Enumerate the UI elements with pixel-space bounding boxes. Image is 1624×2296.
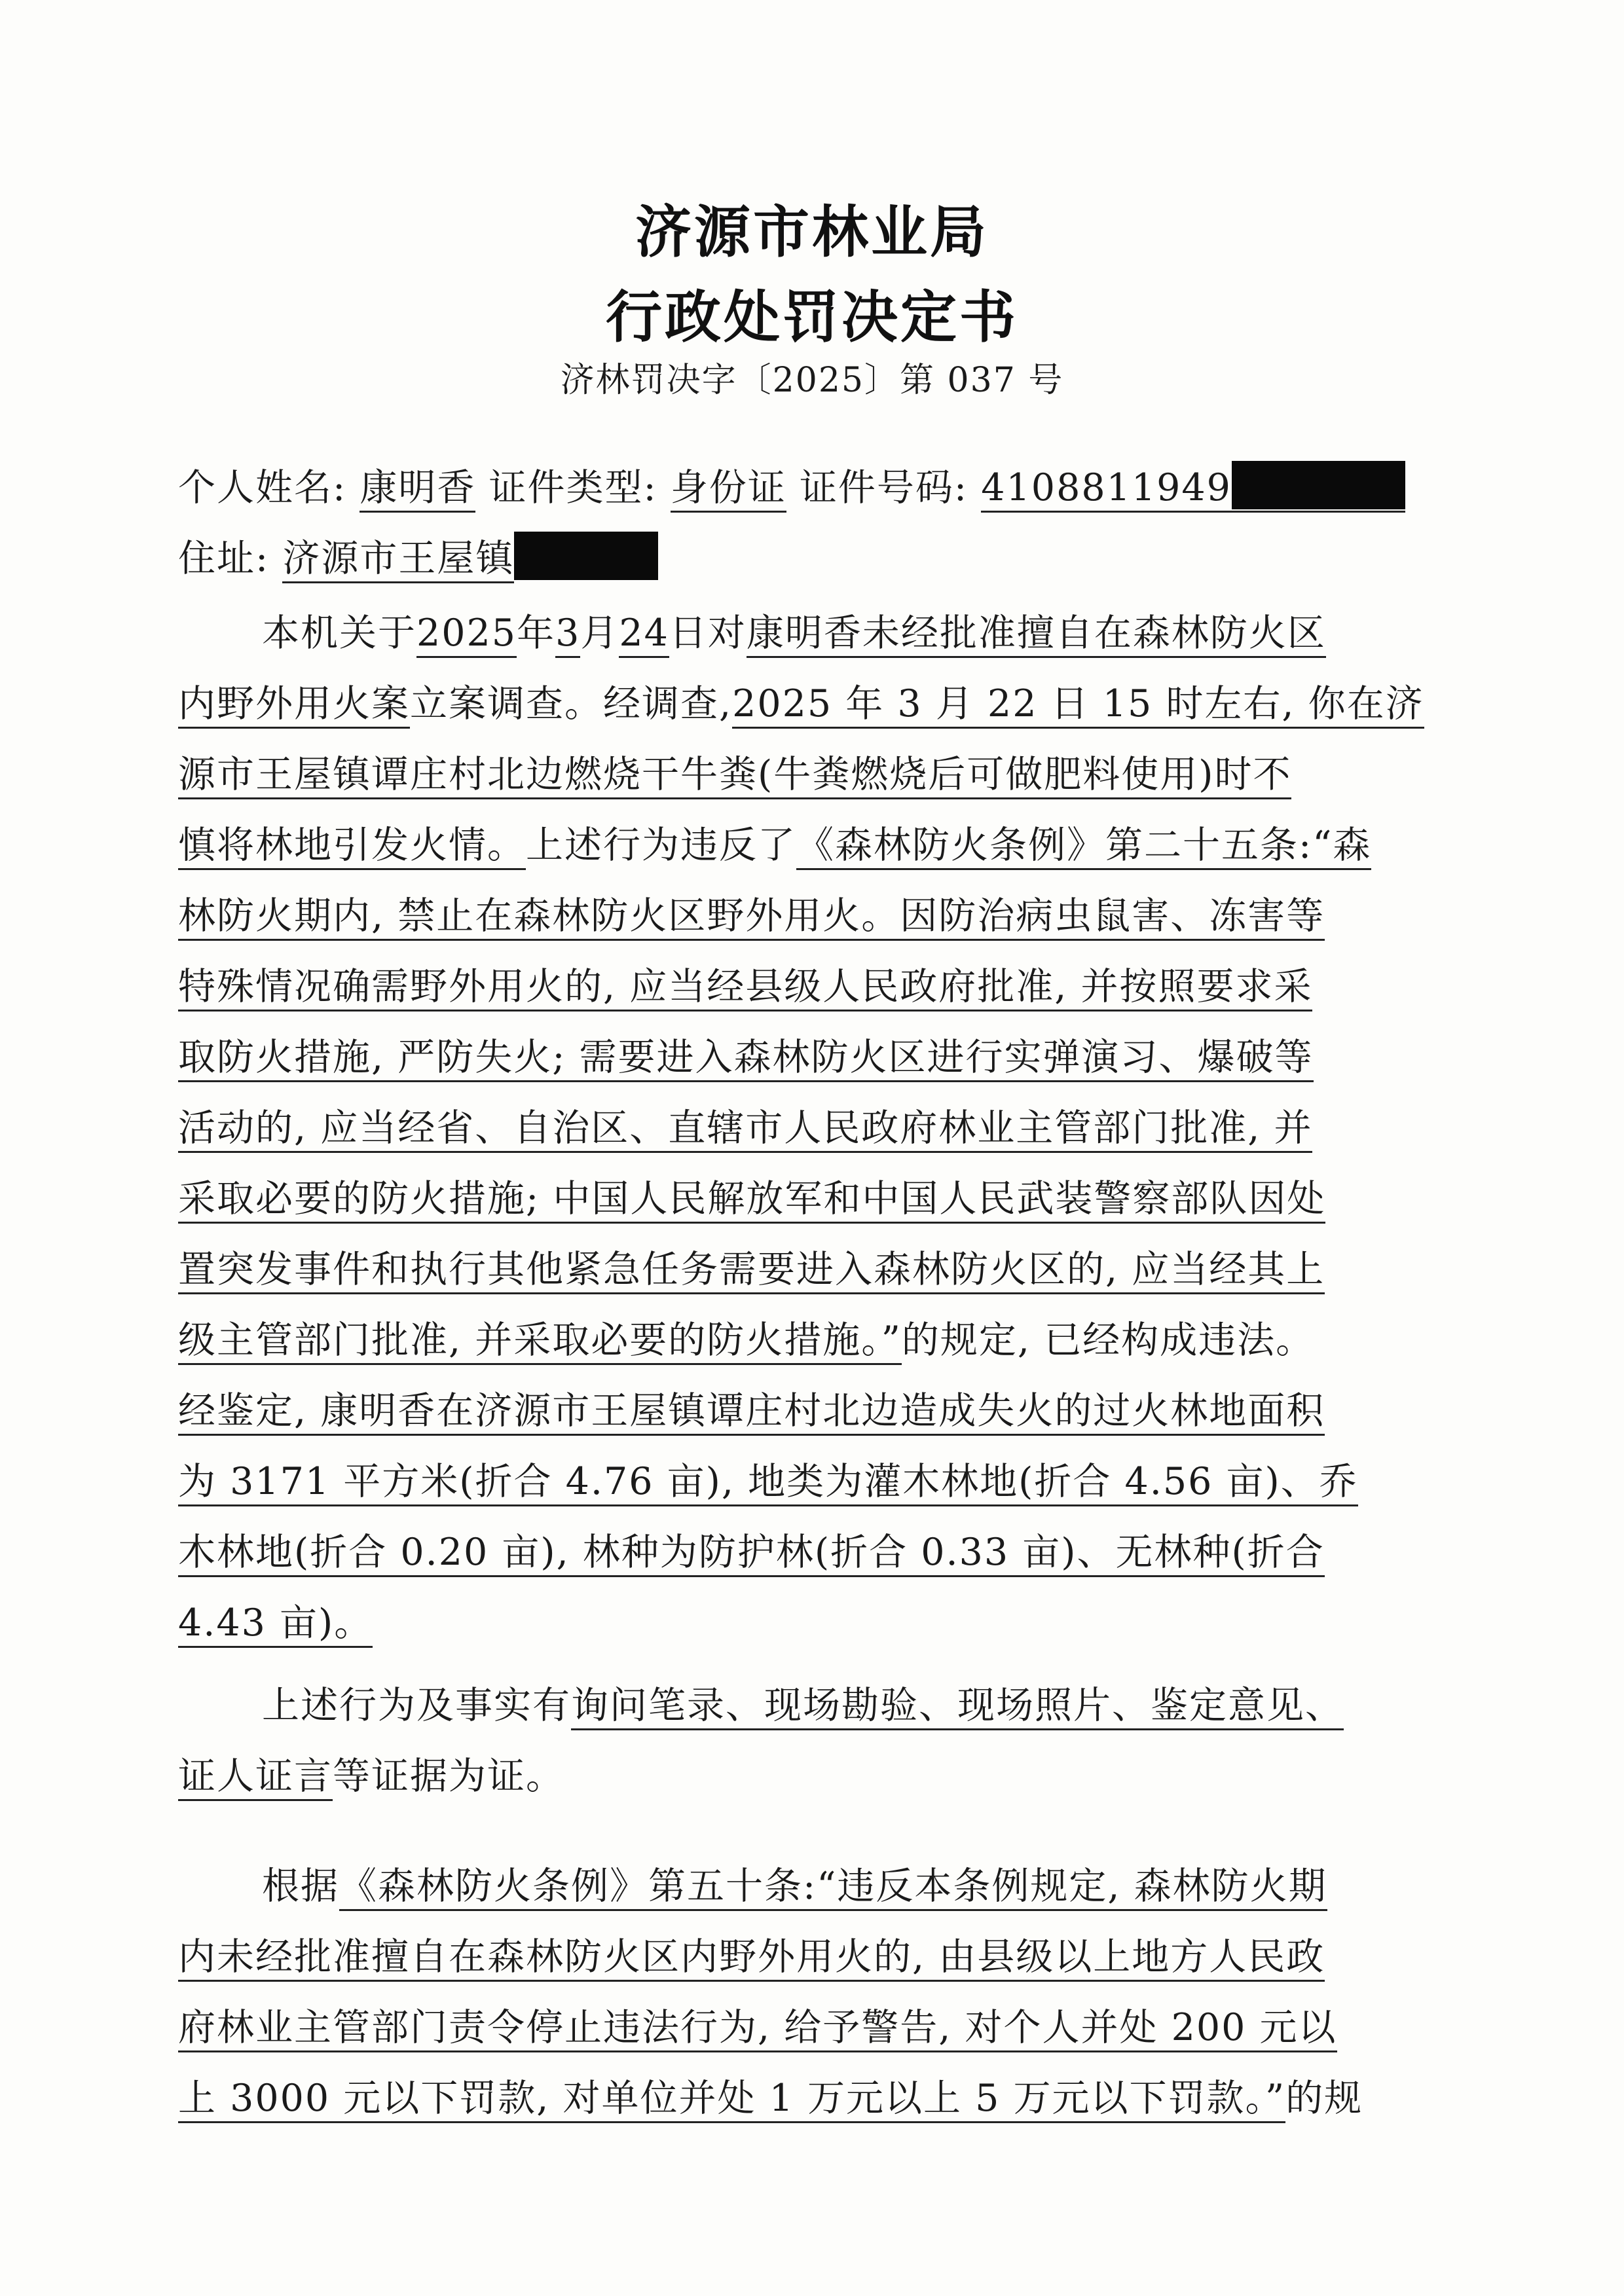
body-line: 证人证言等证据为证。 xyxy=(178,1747,1475,1806)
name-value: 康明香 xyxy=(360,466,475,513)
body-line: 特殊情况确需野外用火的, 应当经县级人民政府批准, 并按照要求采 xyxy=(178,957,1475,1016)
address-label: 住址: xyxy=(178,537,270,580)
body-line: 根据《森林防火条例》第五十条:“违反本条例规定, 森林防火期 xyxy=(262,1857,1559,1916)
document-type-title: 行政处罚决定书 xyxy=(606,285,1018,350)
body-line: 内未经批准擅自在森林防火区内野外用火的, 由县级以上地方人民政 xyxy=(178,1927,1475,1986)
body-line: 为 3171 平方米(折合 4.76 亩), 地类为灌木林地(折合 4.56 亩)、乔 xyxy=(178,1452,1475,1511)
id-type-label: 证件类型: xyxy=(489,466,657,509)
body-line: 上述行为及事实有询问笔录、现场勘验、现场照片、鉴定意见、 xyxy=(262,1676,1559,1735)
name-label: 个人姓名: xyxy=(178,466,347,509)
address-value: 济源市王屋镇 xyxy=(282,537,514,583)
body-line: 上 3000 元以下罚款, 对单位并处 1 万元以上 5 万元以下罚款。”的规 xyxy=(178,2069,1475,2128)
body-line: 4.43 亩)。 xyxy=(178,1594,1475,1652)
body-line: 源市王屋镇谭庄村北边燃烧干牛粪(牛粪燃烧后可做肥料使用)时不 xyxy=(178,745,1475,804)
body-line: 慎将林地引发火情。上述行为违反了《森林防火条例》第二十五条:“森 xyxy=(178,816,1475,875)
id-type-value: 身份证 xyxy=(671,466,786,513)
body-line: 内野外用火案立案调查。经调查,2025 年 3 月 22 日 15 时左右, 你在济 xyxy=(178,674,1475,733)
body-line: 活动的, 应当经省、自治区、直辖市人民政府林业主管部门批准, 并 xyxy=(178,1099,1475,1157)
redaction-box xyxy=(514,532,658,580)
redaction-box xyxy=(1232,461,1405,509)
agency-title: 济源市林业局 xyxy=(635,200,989,265)
body-line: 府林业主管部门责令停止违法行为, 给予警告, 对个人并处 200 元以 xyxy=(178,1998,1475,2057)
body-line: 采取必要的防火措施; 中国人民解放军和中国人民武装警察部队因处 xyxy=(178,1169,1475,1228)
party-line-2 xyxy=(178,529,1475,588)
body-line: 置突发事件和执行其他紧急任务需要进入森林防火区的, 应当经其上 xyxy=(178,1240,1475,1299)
body-line: 级主管部门批准, 并采取必要的防火措施。”的规定, 已经构成违法。 xyxy=(178,1311,1475,1370)
party-line-1 xyxy=(178,458,1475,517)
body-line: 木林地(折合 0.20 亩), 林种为防护林(折合 0.33 亩)、无林种(折合 xyxy=(178,1523,1475,1582)
body-line: 经鉴定, 康明香在济源市王屋镇谭庄村北边造成失火的过火林地面积 xyxy=(178,1381,1475,1440)
id-number-value: 4108811949 xyxy=(981,466,1405,513)
body-line: 林防火期内, 禁止在森林防火区野外用火。因防治病虫鼠害、冻害等 xyxy=(178,886,1475,945)
body-line: 本机关于2025年3月24日对康明香未经批准擅自在森林防火区 xyxy=(262,604,1559,663)
document-number: 济林罚决字〔2025〕第 037 号 xyxy=(560,361,1064,400)
id-number-label: 证件号码: xyxy=(799,466,969,509)
body-line: 取防火措施, 严防失火; 需要进入森林防火区进行实弹演习、爆破等 xyxy=(178,1028,1475,1087)
